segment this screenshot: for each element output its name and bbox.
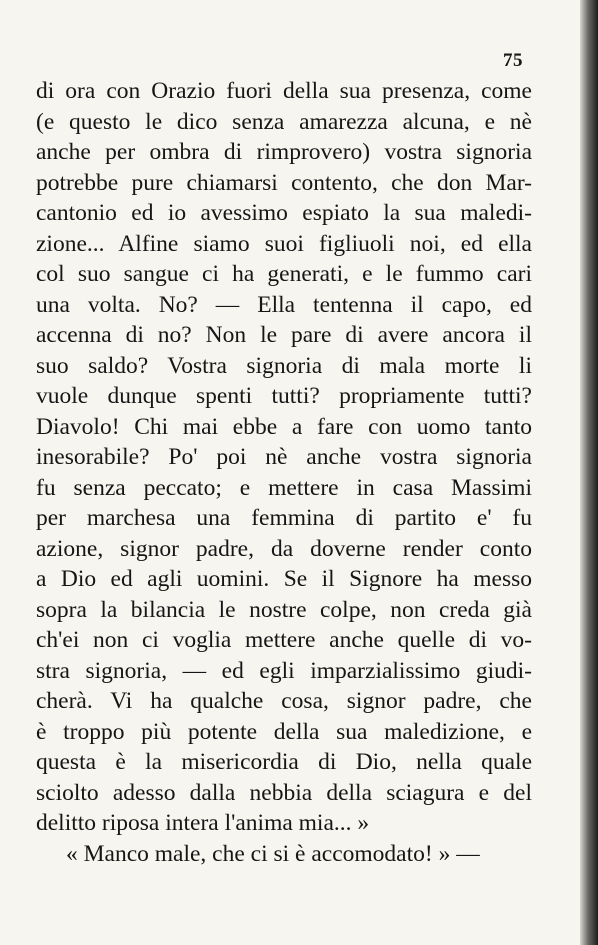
text-line: sopra la bilancia le nostre colpe, non creda già [36,596,532,623]
text-line: delitto riposa intera l'anima mia... » [36,810,370,836]
text-line: ch'ei non ci voglia mettere anche quelle di vo- [36,627,532,653]
text-line: Diavolo! Chi mai ebbe a fare con uomo tanto [36,413,532,440]
page-edge-shadow [580,0,598,945]
text-line: inesorabile? Po' poi nè anche vostra signoria [36,444,532,470]
text-line: cantonio ed io avessimo espiato la sua maledi- [36,200,532,226]
text-line: (e questo le dico senza amarezza alcuna, e nè [36,108,532,135]
body-text [36,76,532,869]
text-line: vuole dunque spenti tutti? propriamente tutti? [36,383,532,409]
text-line: di ora con Orazio fuori della sua presenza, come [36,78,532,104]
text-line: col suo sangue ci ha generati, e le fummo cari [36,261,532,287]
text-line: una volta. No? — Ella tentenna il capo, ed [36,291,532,318]
text-line: per marchesa una femmina di partito e' fu [36,505,532,531]
text-line: anche per ombra di rimprovero) vostra signoria [36,139,532,165]
page-number: 75 [503,50,523,71]
text-line: suo saldo? Vostra signoria di mala morte li [36,352,532,379]
text-line: è troppo più potente della sua maledizione, e [36,718,532,745]
text-line: sciolto adesso dalla nebbia della sciagura e del [36,779,532,806]
text-line: azione, signor padre, da doverne render conto [36,535,532,562]
text-line: « Manco male, che ci si è accomodato! » — [66,840,480,867]
text-line: accenna di no? Non le pare di avere ancora il [36,322,532,348]
text-line: fu senza peccato; e mettere in casa Massimi [36,474,532,501]
text-line: cherà. Vi ha qualche cosa, signor padre, che [36,688,532,714]
text-line: stra signoria, — ed egli imparzialissimo giudi- [36,657,532,684]
text-line: zione... Alfine siamo suoi figliuoli noi, ed ella [36,230,532,257]
text-line: potrebbe pure chiamarsi contento, che don Mar- [36,169,532,196]
text-line: questa è la misericordia di Dio, nella quale [36,749,532,775]
text-line: a Dio ed agli uomini. Se il Signore ha messo [36,566,532,592]
